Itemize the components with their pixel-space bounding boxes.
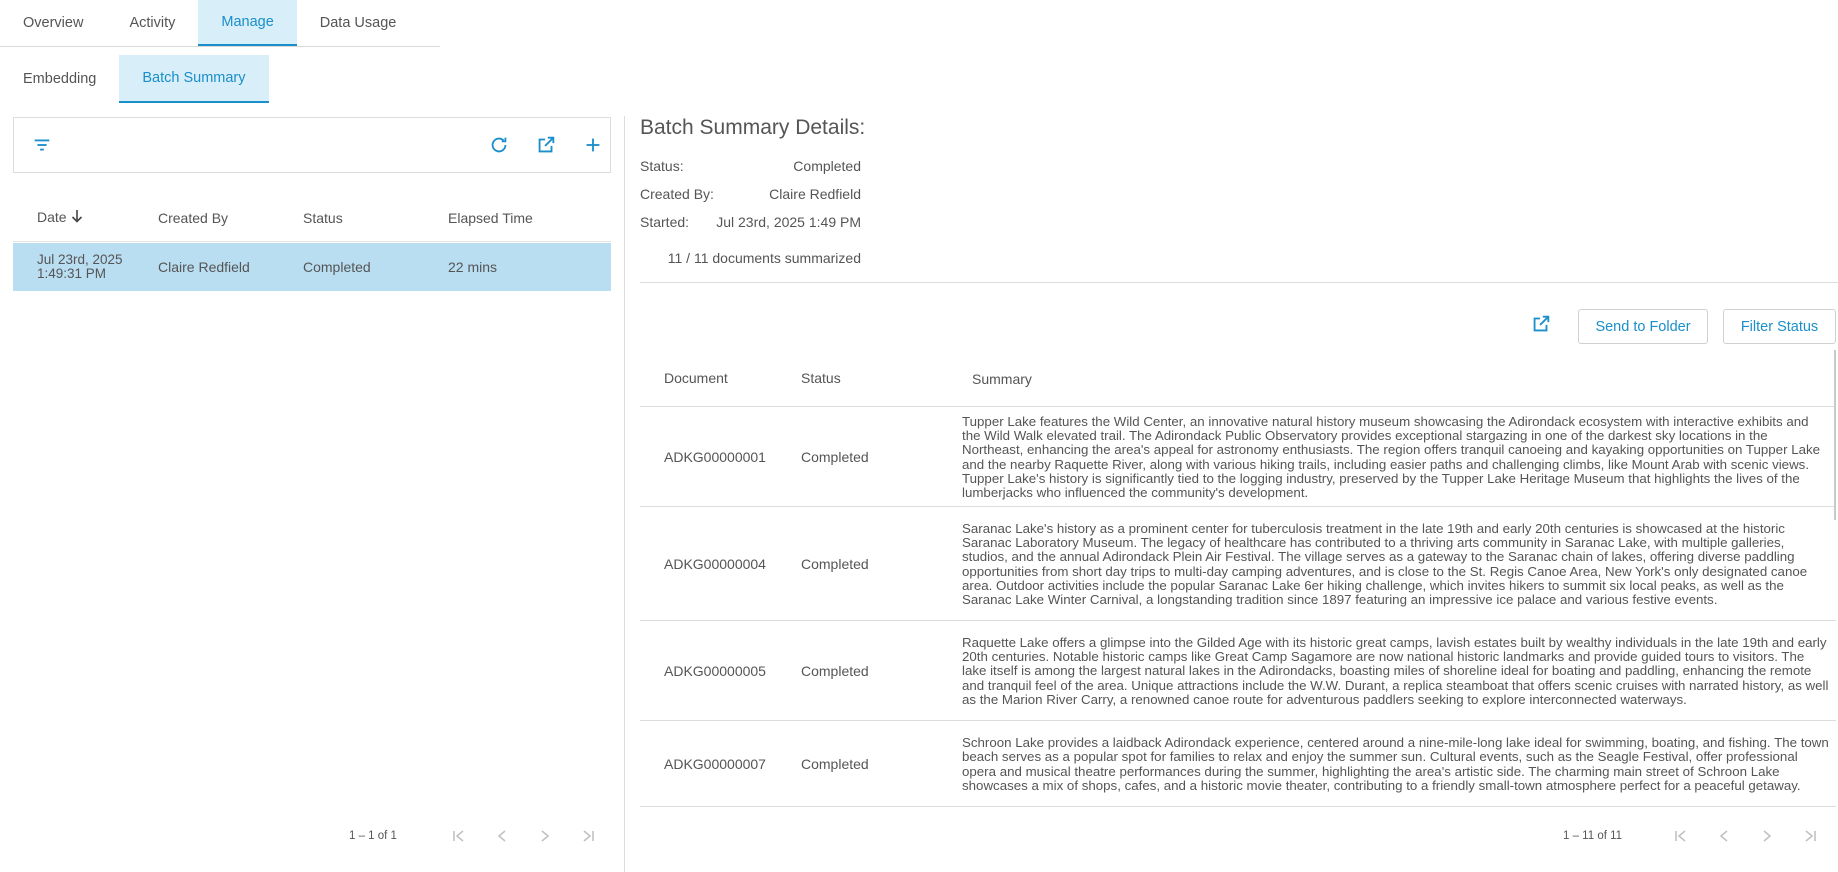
tab-embedding[interactable]: Embedding [23,71,97,87]
document-summary: Schroon Lake provides a laidback Adirondack experience, centered around a nine-mile-long lake ideal for swimming, boating, and fishing. The town beach serves as a popular spot for families to relax and enjoy the summer sun. Cultural events, such as the Seagle Festival, offer professional opera and musical theatre performances during the summer, highlighting the area's artistic side. The charming main street of Schroon Lake showcases a mix of shops, cafes, and a historic movie theater, contributing to a friendly small-town atmosphere perfect for a peaceful getaway. [962,735,1829,793]
column-date-label: Date [37,208,67,225]
document-status: Completed [801,755,869,772]
documents-table [640,350,1836,807]
document-summary: Saranac Lake's history as a prominent center for tuberculosis treatment in the late 19th and early 20th centuries is showcased at the historic Saranac Laboratory Museum. The legacy of healthcare has contributed to a thriving arts community in Saranac Lake, with multiple galleries, studios, and the annual Adirondack Plein Air Festival. The village serves as a gateway to the Saranac chain of lakes, offering diverse paddling opportunities from short day trips to multi-day camping adventures, and is close to the St. Regis Canoe Area, New York's only designated canoe area. Outdoor activities include the popular Saranac Lake 6er hiking challenge, which invites hikers to summit six local peaks, as well as the Saranac Lake Winter Carnival, a longstanding tradition since 1897 featuring an impressive ice palace and various festive events. [962,521,1808,607]
batch-status: Completed [303,259,371,275]
documents-table-header [640,350,1836,407]
pager-range: 1 – 1 of 1 [349,830,397,842]
batch-date-line2: 1:49:31 PM [37,266,107,281]
filter-status-button[interactable]: Filter Status [1723,309,1836,344]
batch-elapsed: 22 mins [448,259,498,275]
tab-overview[interactable]: Overview [23,15,84,31]
batch-date-line1: Jul 23rd, 2025 [37,252,123,267]
document-summary: Tupper Lake features the Wild Center, an innovative natural history museum showcasing the Adirondack ecosystem with interactive exhibits and the Wild Walk elevated trail. The Adirondack Public Observatory provides exceptional stargazing in one of the darkest sky locations in the Northeast, enhancing the area's appeal for astronomy enthusiasts. The region offers tranquil canoeing and kayaking opportunities on Tupper Lake and the nearby Raquette River, along with various hiking trails, including easier paths and challenging climbs, like Mount Arab with scenic views. Tupper Lake's history is significantly tied to the logging industry, preserved by the Tupper Lake Heritage Museum that highlights the lives of the lumberjacks who influenced the community's development. [962,414,1821,500]
batch-table [13,194,611,291]
created-by-label: Created By: [640,186,714,202]
next-page-icon[interactable] [1758,827,1776,845]
main-tabs [0,0,440,47]
column-date[interactable] [13,209,158,227]
prev-page-icon[interactable] [1715,827,1733,845]
tab-batch-summary[interactable]: Batch Summary [119,55,268,103]
table-row[interactable] [13,243,611,291]
document-status: Completed [801,662,869,679]
column-elapsed-time[interactable]: Elapsed Time [448,209,533,226]
document-id: ADKG00000004 [664,555,766,572]
documents-pager [1563,826,1819,846]
open-external-icon[interactable] [533,132,559,158]
tab-data-usage[interactable]: Data Usage [319,15,397,31]
document-id: ADKG00000005 [664,662,766,679]
document-status: Completed [801,555,869,572]
column-status[interactable]: Status [801,370,841,386]
column-summary[interactable]: Summary [972,370,1032,387]
document-id: ADKG00000001 [664,448,766,465]
first-page-icon[interactable] [1672,827,1690,845]
batch-created-by: Claire Redfield [158,259,250,275]
table-row[interactable] [640,407,1836,507]
next-page-icon[interactable] [536,827,554,845]
column-created-by[interactable]: Created By [158,209,229,226]
divider [640,282,1838,283]
tab-manage[interactable]: Manage [198,0,296,46]
document-status: Completed [801,448,869,465]
table-row[interactable] [640,507,1836,621]
filter-icon[interactable] [29,132,55,158]
batch-toolbar [13,117,611,173]
status-label: Status: [640,158,684,174]
prev-page-icon[interactable] [493,827,511,845]
pager-range: 1 – 11 of 11 [1563,830,1623,842]
open-external-icon[interactable] [1530,313,1554,337]
batch-table-header [13,194,611,242]
details-title: Batch Summary Details: [640,116,866,139]
created-by-value: Claire Redfield [769,186,861,202]
document-id: ADKG00000007 [664,755,766,772]
tab-activity[interactable]: Activity [129,15,176,31]
last-page-icon[interactable] [1801,827,1819,845]
status-value: Completed [793,158,861,174]
column-status[interactable]: Status [303,209,343,226]
table-row[interactable] [640,621,1836,721]
plus-icon[interactable] [580,132,606,158]
progress-text: 11 / 11 documents summarized [667,250,861,266]
document-summary: Raquette Lake offers a glimpse into the Gilded Age with its historic great camps, lavish estates built by wealthy individuals in the late 19th and early 20th centuries. Notable historic camps like Great Camp Sagamore are now national historic landmarks and provide guided tours to visitors. The lake itself is among the largest natural lakes in the Adirondacks, boasting miles of shoreline ideal for boating and paddling, enhancing the remote and tranquil feel of the area. Unique attractions include the W.W. Durant, a replica steamboat that offers scenic cruises with narrated history, as well as the Marion River Carry, a renowned canoe route for adventurous paddlers seeking to explore interconnected waterways. [962,635,1829,707]
refresh-icon[interactable] [486,132,512,158]
column-document[interactable]: Document [664,370,728,386]
last-page-icon[interactable] [579,827,597,845]
started-value: Jul 23rd, 2025 1:49 PM [716,214,861,230]
arrow-down-icon [71,209,83,226]
batch-pager [349,826,597,846]
batch-date [13,253,158,281]
panel-divider [624,116,625,872]
scrollbar[interactable] [1834,350,1836,520]
started-label: Started: [640,214,690,230]
first-page-icon[interactable] [450,827,468,845]
table-row[interactable] [640,721,1836,807]
sub-tabs [0,55,269,103]
send-to-folder-button[interactable]: Send to Folder [1578,309,1708,344]
